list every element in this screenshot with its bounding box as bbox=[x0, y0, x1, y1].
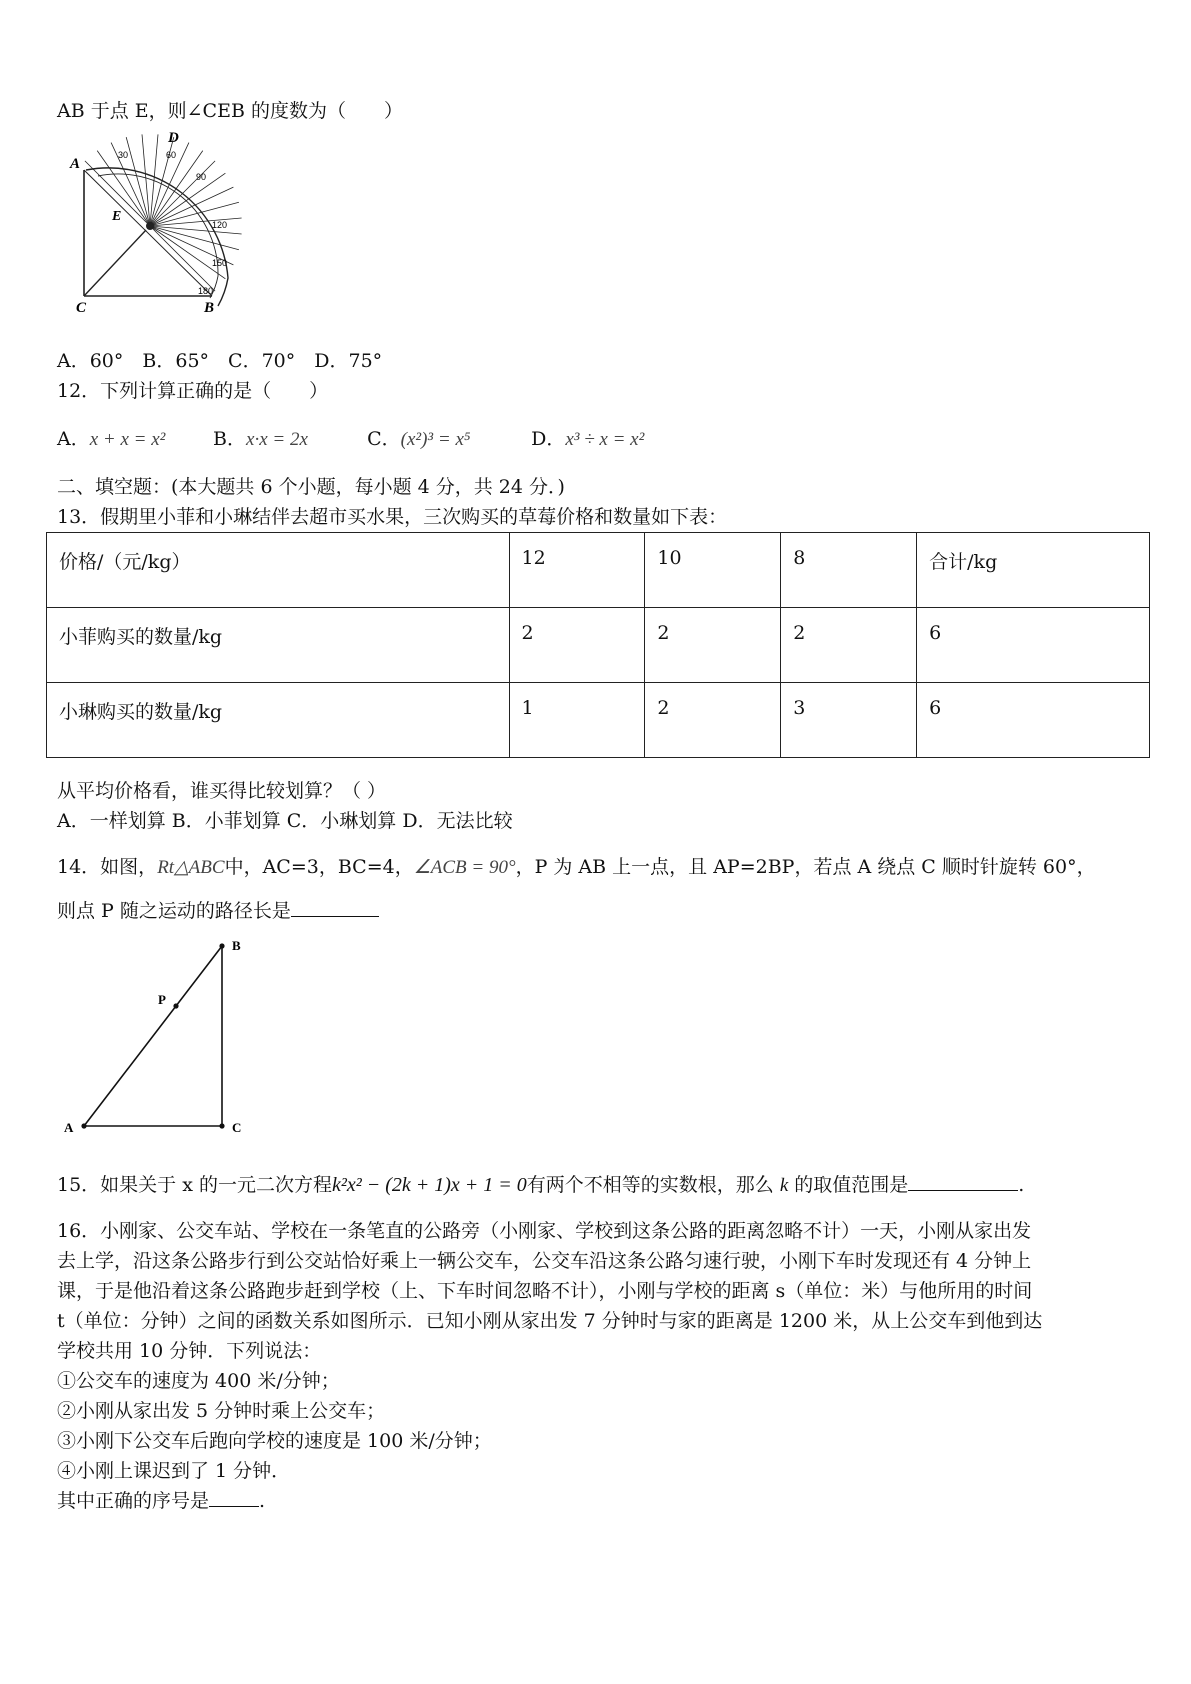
label-C: C bbox=[232, 1120, 242, 1135]
label-A: A bbox=[70, 156, 81, 172]
q14-angle-expr: ∠ACB = 90° bbox=[413, 857, 516, 878]
table-cell: 价格/（元/kg） bbox=[47, 533, 510, 608]
q16-statement-3: ③小刚下公交车后跑向学校的速度是 100 米/分钟； bbox=[57, 1430, 492, 1452]
q14-middle-2: ，P 为 AB 上一点，且 AP=2BP，若点 A 绕点 C 顺时针旋转 60°， bbox=[515, 856, 1096, 878]
q12-option-c-letter: C． bbox=[367, 428, 401, 450]
q15-line bbox=[57, 1172, 1024, 1199]
table-cell: 2 bbox=[781, 608, 917, 683]
q11-stem-tail: AB 于点 E，则∠CEB 的度数为（ ） bbox=[57, 100, 403, 122]
q15-end: . bbox=[1018, 1174, 1025, 1196]
label-P: P bbox=[158, 992, 166, 1007]
q14-middle-1: 中，AC=3，BC=4， bbox=[224, 856, 414, 878]
q13-options: A．一样划算 B．小菲划算 C．小琳划算 D．无法比较 bbox=[57, 810, 513, 832]
table-cell: 合计/kg bbox=[917, 533, 1150, 608]
label-A: A bbox=[64, 1120, 74, 1135]
q15-suffix: 的取值范围是 bbox=[794, 1174, 909, 1196]
label-D: D bbox=[168, 130, 179, 146]
protractor-ray bbox=[150, 173, 225, 226]
table-cell: 2 bbox=[645, 683, 781, 758]
table-cell: 小琳购买的数量/kg bbox=[47, 683, 510, 758]
vertex-c-dot bbox=[219, 1123, 224, 1128]
vertex-a-dot bbox=[81, 1123, 86, 1128]
vertex-b-dot bbox=[219, 943, 224, 948]
line-ab bbox=[84, 170, 212, 296]
table-cell: 2 bbox=[645, 608, 781, 683]
q13-question: 从平均价格看，谁买得比较划算？（ ） bbox=[57, 780, 387, 802]
q14-line-2 bbox=[57, 898, 379, 924]
scale-150: 150 bbox=[212, 258, 228, 268]
table-cell: 1 bbox=[509, 683, 645, 758]
table-cell: 6 bbox=[917, 608, 1150, 683]
table-row bbox=[47, 608, 1150, 683]
q14-triangle-figure bbox=[58, 928, 258, 1138]
table-row bbox=[47, 533, 1150, 608]
point-p-dot bbox=[173, 1003, 178, 1008]
scale-120: 120 bbox=[212, 220, 228, 230]
q14-line-1 bbox=[57, 854, 1096, 881]
q12-option-b-expr: x·x = 2x bbox=[246, 429, 308, 450]
q12-stem: 12．下列计算正确的是（ ） bbox=[57, 380, 329, 402]
q12-option-a-letter: A． bbox=[57, 428, 90, 450]
label-B: B bbox=[232, 938, 241, 953]
q12-option-a-expr: x + x = x² bbox=[89, 429, 166, 450]
q14-answer-blank bbox=[291, 898, 379, 917]
q12-option-c-expr: (x²)³ = x⁵ bbox=[400, 429, 471, 450]
q16-answer-prompt: 其中正确的序号是 bbox=[57, 1490, 210, 1512]
q13-stem: 13．假期里小菲和小琳结伴去超市买水果，三次购买的草莓价格和数量如下表： bbox=[57, 506, 728, 528]
q12-option-d-expr: x³ ÷ x = x² bbox=[565, 429, 645, 450]
table-cell: 小菲购买的数量/kg bbox=[47, 608, 510, 683]
scale-30: 30 bbox=[118, 150, 129, 160]
q15-middle: 有两个不相等的实数根，那么 bbox=[526, 1174, 774, 1196]
q12-option-d-letter: D． bbox=[531, 428, 566, 450]
label-E: E bbox=[112, 209, 122, 224]
section-fill-in-header: 二、填空题：(本大题共 6 个小题，每小题 4 分，共 24 分．) bbox=[57, 476, 565, 498]
q16-answer-blank bbox=[209, 1488, 259, 1507]
table-cell: 12 bbox=[509, 533, 645, 608]
side-ab bbox=[84, 946, 222, 1126]
protractor-inner-arc bbox=[98, 174, 218, 298]
q16-statement-2: ②小刚从家出发 5 分钟时乘上公交车； bbox=[57, 1400, 386, 1422]
q13-table bbox=[46, 532, 1150, 758]
q15-answer-blank bbox=[908, 1172, 1018, 1191]
segment-ce bbox=[84, 230, 146, 296]
scale-180: 180 bbox=[198, 286, 214, 296]
q14-triangle-expr: Rt△ABC bbox=[157, 857, 225, 878]
q12-options bbox=[57, 426, 644, 453]
protractor-ray bbox=[150, 226, 215, 291]
q16-line-3: 课，于是他沿着这条公路跑步赶到学校（上、下车时间忽略不计），小刚与学校的距离 s（单位：米）与他所用的时间 bbox=[57, 1280, 1033, 1302]
q16-line-2: 去上学，沿这条公路步行到公交站恰好乘上一辆公交车，公交车沿这条公路匀速行驶，小刚下车时发现还有 4 分钟上 bbox=[57, 1250, 1032, 1272]
q16-line-1: 16．小刚家、公交车站、学校在一条笔直的公路旁（小刚家、学校到这条公路的距离忽略不计）一天，小刚从家出发 bbox=[57, 1220, 1032, 1242]
table-cell: 2 bbox=[509, 608, 645, 683]
q11-protractor-figure bbox=[68, 128, 268, 338]
label-C: C bbox=[76, 300, 87, 316]
q11-options: A．60° B．65° C．70° D．75° bbox=[57, 350, 383, 372]
q15-prefix: 15．如果关于 x 的一元二次方程 bbox=[57, 1174, 332, 1196]
protractor-ray bbox=[97, 151, 150, 226]
table-cell: 10 bbox=[645, 533, 781, 608]
q16-statement-1: ①公交车的速度为 400 米/分钟； bbox=[57, 1370, 340, 1392]
label-B: B bbox=[204, 300, 215, 316]
q15-equation: k²x² − (2k + 1)x + 1 = 0 bbox=[331, 1174, 527, 1196]
q14-line-2-text: 则点 P 随之运动的路径长是 bbox=[57, 900, 291, 922]
table-cell: 3 bbox=[781, 683, 917, 758]
q16-line-5: 学校共用 10 分钟．下列说法： bbox=[57, 1340, 322, 1362]
scale-90: 90 bbox=[196, 172, 207, 182]
q16-line-4: t（单位：分钟）之间的函数关系如图所示．已知小刚从家出发 7 分钟时与家的距离是 1200 米，从上公交车到他到达 bbox=[57, 1310, 1043, 1332]
q14-prefix: 14．如图， bbox=[57, 856, 158, 878]
q12-option-b-letter: B． bbox=[213, 428, 247, 450]
table-row bbox=[47, 683, 1150, 758]
table-cell: 8 bbox=[781, 533, 917, 608]
protractor-center bbox=[146, 222, 154, 230]
table-cell: 6 bbox=[917, 683, 1150, 758]
protractor-ray bbox=[150, 226, 228, 279]
q16-statement-4: ④小刚上课迟到了 1 分钟． bbox=[57, 1460, 291, 1482]
q15-k: k bbox=[779, 1175, 789, 1196]
scale-60: 60 bbox=[166, 150, 177, 160]
q16-answer-line bbox=[57, 1488, 265, 1514]
q16-end: . bbox=[259, 1490, 266, 1512]
